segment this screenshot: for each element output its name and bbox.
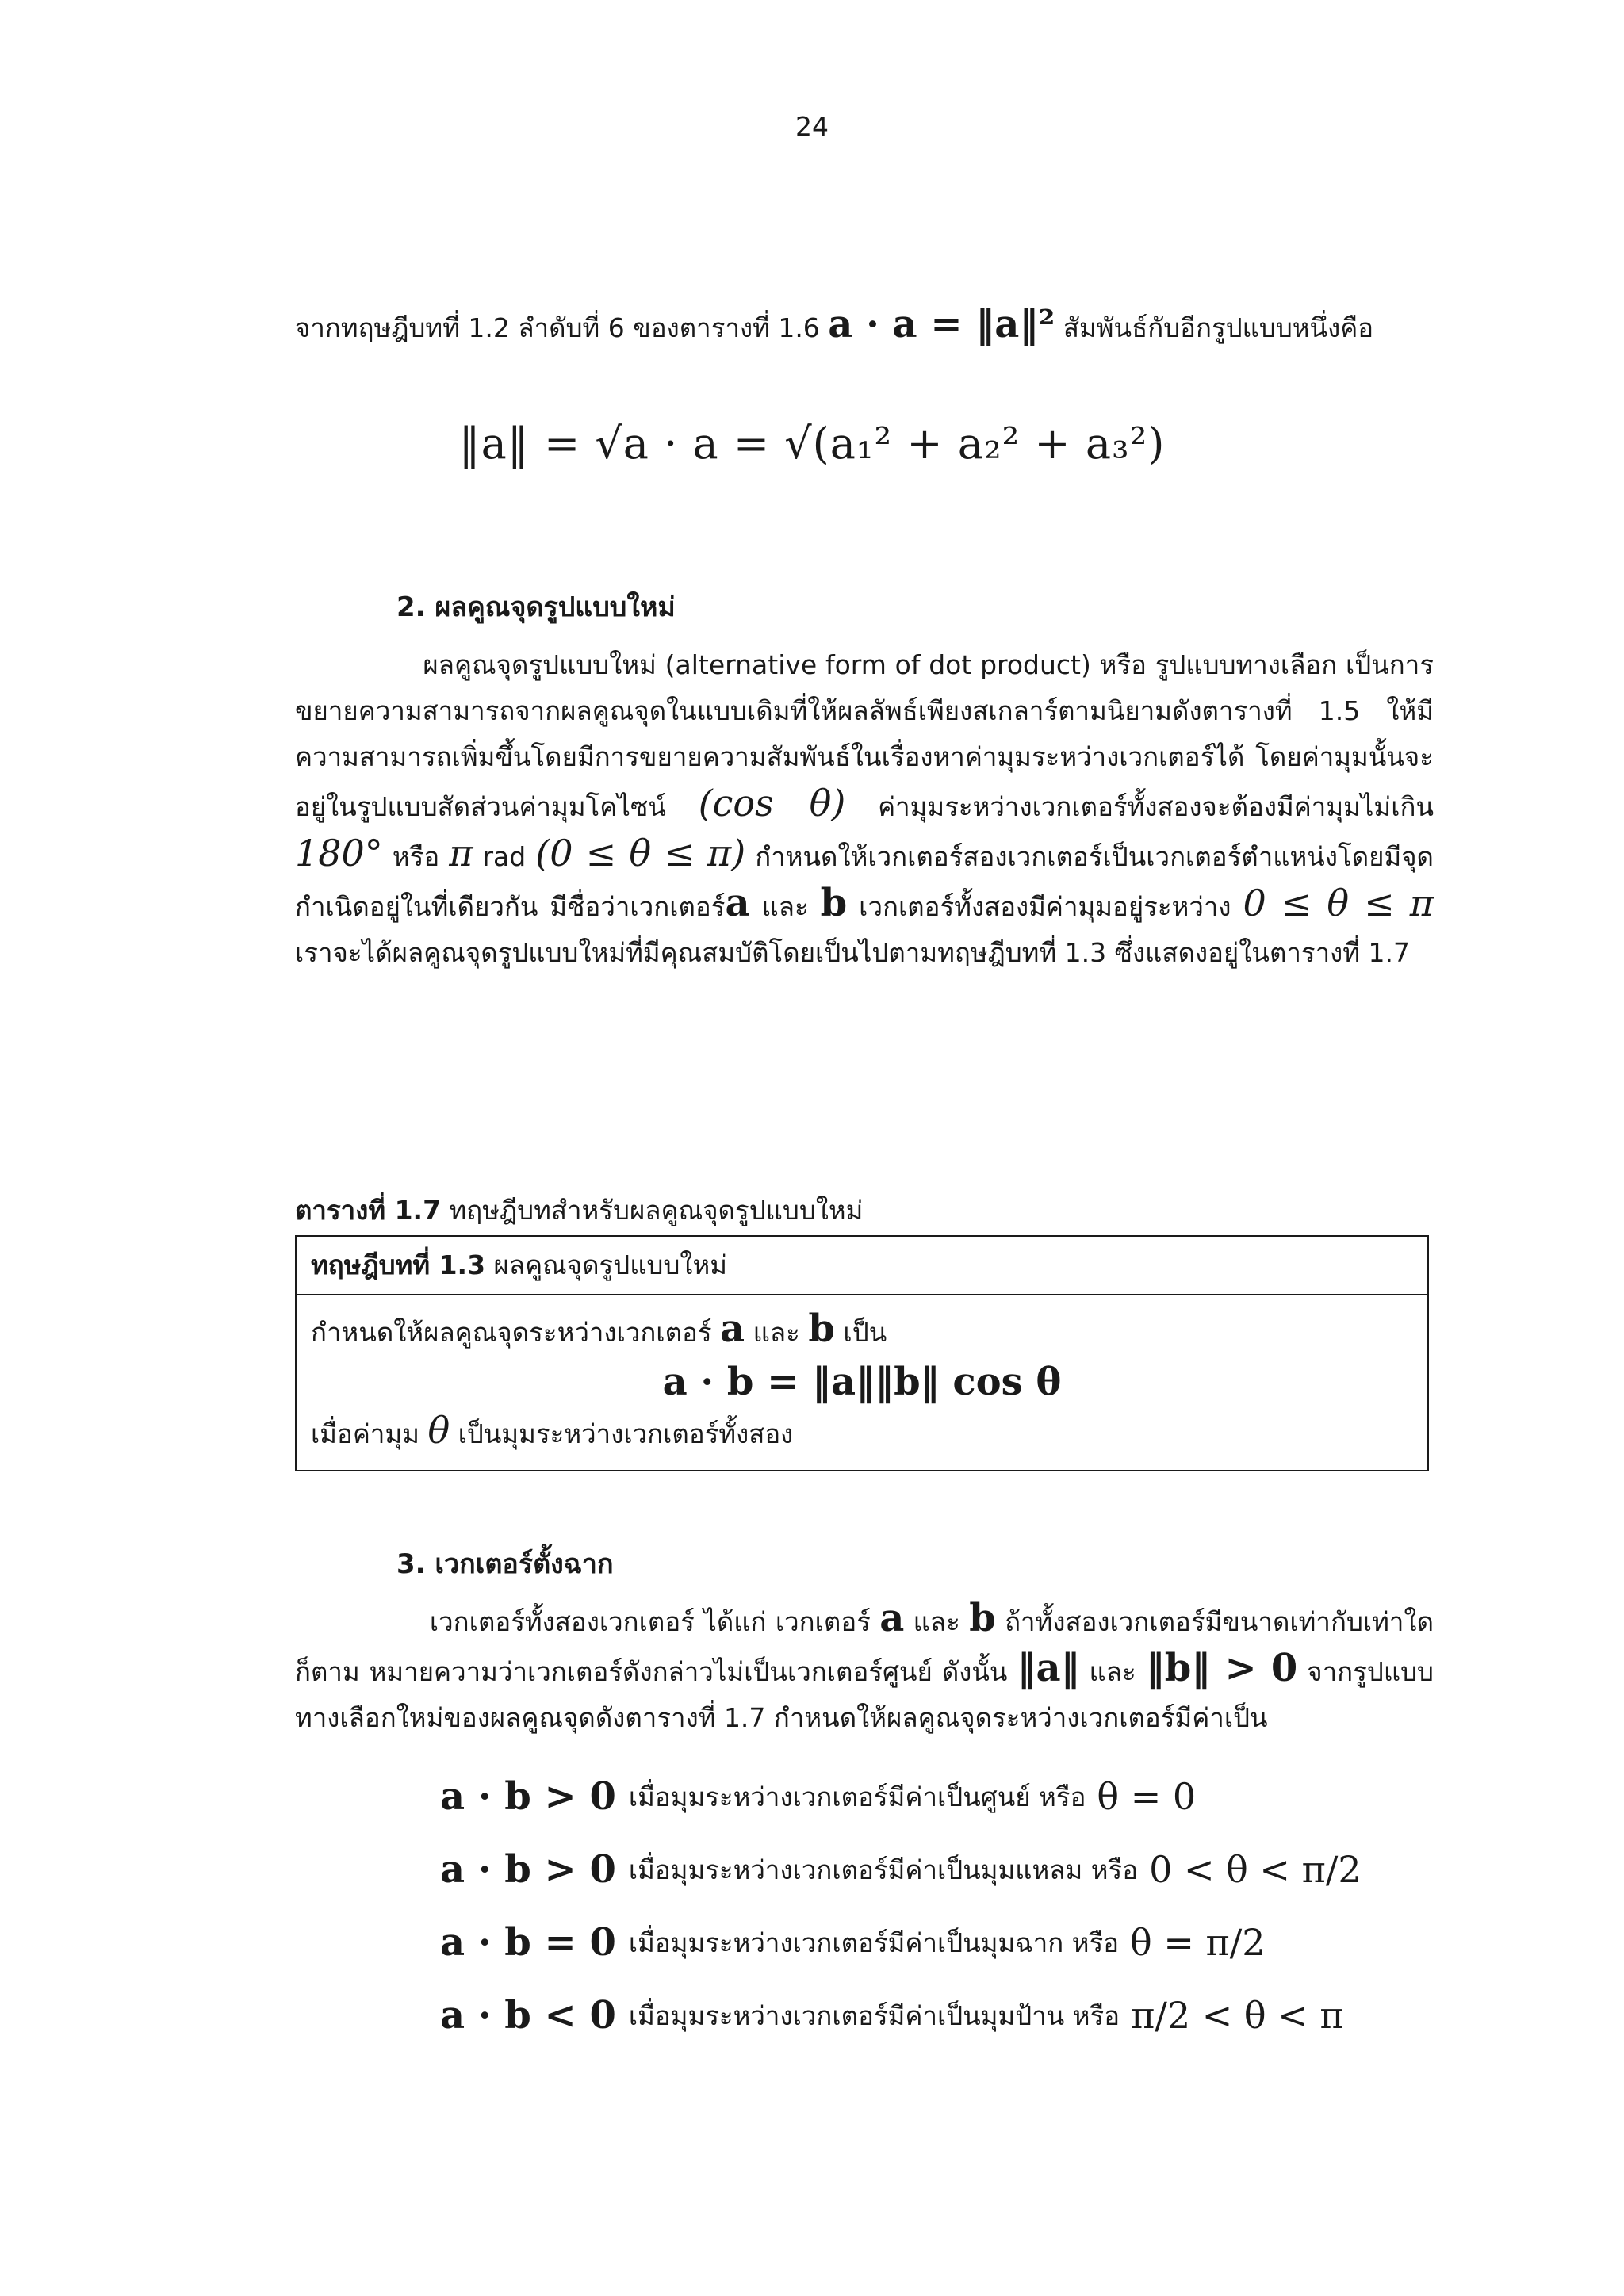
section2-vector: b xyxy=(820,881,848,925)
section3-text: และ xyxy=(904,1606,970,1637)
section2-text: และ xyxy=(749,891,821,922)
condition-angle: θ = π/2 xyxy=(1130,1921,1266,1964)
table-caption xyxy=(295,1189,863,1231)
condition-angle: π/2 < θ < π xyxy=(1131,1994,1344,2037)
norm-equation: ‖a‖ = √a · a = √(a₁² + a₂² + a₃²) xyxy=(458,419,1166,469)
condition-equation: a · b > 0 xyxy=(440,1847,616,1892)
section2-text: rad xyxy=(473,841,536,872)
section2-math: (0 ≤ θ ≤ π) xyxy=(535,832,746,874)
condition-equation: a · b = 0 xyxy=(440,1920,616,1965)
condition-list xyxy=(440,1760,1362,2052)
section3-text: และ xyxy=(1079,1656,1146,1687)
condition-text: เมื่อมุมระหว่างเวกเตอร์มีค่าเป็นมุมป้าน หรือ xyxy=(628,1999,1120,2031)
theorem-line1-end: เป็น xyxy=(834,1317,887,1348)
theorem-formula: a · b = ‖a‖‖b‖ cos θ xyxy=(662,1360,1062,1404)
theorem-title: ผลคูณจุดรูปแบบใหม่ xyxy=(485,1249,728,1280)
theorem-header xyxy=(297,1237,1427,1295)
theorem-box xyxy=(295,1235,1429,1471)
theorem-theta: θ xyxy=(427,1409,450,1452)
section2-text: หรือ xyxy=(382,841,450,872)
section3-text: ถ้าทั้งสองเวกเตอร์มีขนาดเท่ากับเท่าใดก็ตาม หมายความว่าเวกเตอร์ดังกล่าวไม่เป็นเวกเตอร์ศูนย์ ดังนั้น xyxy=(295,1606,1434,1687)
section2-math: 0 ≤ θ ≤ π xyxy=(1243,882,1434,924)
theorem-label: ทฤษฎีบทที่ 1.3 xyxy=(311,1249,486,1280)
condition-row xyxy=(440,1760,1362,1833)
section2-vector: a xyxy=(725,881,750,925)
section-3-heading: 3. เวกเตอร์ตั้งฉาก xyxy=(396,1548,614,1580)
condition-angle: θ = 0 xyxy=(1097,1775,1197,1818)
table-caption-label: ตารางที่ 1.7 xyxy=(295,1195,442,1226)
section2-math: 180° xyxy=(295,832,383,874)
theorem-and: และ xyxy=(745,1317,809,1348)
section-2-heading: 2. ผลคูณจุดรูปแบบใหม่ xyxy=(396,591,676,623)
page-number: 24 xyxy=(795,111,829,142)
section2-text: เวกเตอร์ทั้งสองมีค่ามุมอยู่ระหว่าง xyxy=(847,891,1243,922)
theorem-statement xyxy=(297,1307,1427,1353)
section3-text: เวกเตอร์ทั้งสองเวกเตอร์ ได้แก่ เวกเตอร์ xyxy=(295,1606,880,1637)
intro-formula: a · a = ‖a‖² xyxy=(828,302,1055,346)
section3-vector: b xyxy=(969,1596,996,1640)
theorem-vector-b: b xyxy=(808,1307,835,1351)
intro-text-after: สัมพันธ์กับอีกรูปแบบหนึ่งคือ xyxy=(1055,312,1374,343)
section2-text: ผลคูณจุดรูปแบบใหม่ (alternative form of dot product) หรือ รูปแบบทางเลือก เป็นการขยายความสามารถจากผลคูณจุดในแบบเดิมที่ให้ผลลัพธ์เพียงสเกลาร์ตามนิยามดังตารางที่ 1.5 ให้มีความสามารถเพิ่มขึ้นโดยมีการขยายความสัมพันธ์ในเรื่องหาค่ามุมระหว่างเวกเตอร์ได้ โดยค่ามุมนั้นจะอยู่ในรูปแบบสัดส่วนค่ามุมโคไซน์ xyxy=(295,649,1434,822)
section3-text: จากรูปแบบทางเลือกใหม่ของผลคูณจุดดังตารางที่ 1.7 กำหนดให้ผลคูณจุดระหว่างเวกเตอร์มีค่าเป็น xyxy=(295,1656,1434,1733)
section3-vector: ‖b‖ > 0 xyxy=(1145,1646,1298,1690)
theorem-vector-a: a xyxy=(720,1307,745,1351)
condition-text: เมื่อมุมระหว่างเวกเตอร์มีค่าเป็นศูนย์ หรือ xyxy=(628,1781,1086,1812)
theorem-line1-text: กำหนดให้ผลคูณจุดระหว่างเวกเตอร์ xyxy=(311,1317,721,1348)
condition-angle: 0 < θ < π/2 xyxy=(1149,1848,1362,1891)
condition-row xyxy=(440,1833,1362,1906)
condition-text: เมื่อมุมระหว่างเวกเตอร์มีค่าเป็นมุมฉาก หรือ xyxy=(628,1927,1120,1958)
condition-equation: a · b < 0 xyxy=(440,1993,616,2038)
section2-math: π xyxy=(449,832,473,874)
section-2-paragraph xyxy=(295,642,1434,976)
condition-row xyxy=(440,1979,1362,2052)
section-3-paragraph xyxy=(295,1595,1434,1741)
intro-text-before: จากทฤษฎีบทที่ 1.2 ลำดับที่ 6 ของตารางที่ 1.6 xyxy=(295,312,829,343)
section2-text: เราจะได้ผลคูณจุดรูปแบบใหม่ที่มีคุณสมบัติโดยเป็นไปตามทฤษฎีบทที่ 1.3 ซึ่งแสดงอยู่ในตารางที่ 1.7 xyxy=(295,937,1410,968)
intro-paragraph xyxy=(295,301,1434,351)
section2-math: (cos θ) xyxy=(698,782,846,825)
section2-text: ค่ามุมระหว่างเวกเตอร์ทั้งสองจะต้องมีค่ามุมไม่เกิน xyxy=(845,791,1434,822)
condition-equation: a · b > 0 xyxy=(440,1774,616,1819)
theorem-note xyxy=(297,1409,1427,1455)
condition-row xyxy=(440,1906,1362,1979)
section3-vector: ‖a‖ xyxy=(1017,1646,1080,1690)
theorem-note-before: เมื่อค่ามุม xyxy=(311,1418,428,1449)
theorem-note-after: เป็นมุมระหว่างเวกเตอร์ทั้งสอง xyxy=(450,1418,794,1449)
section3-vector: a xyxy=(879,1596,905,1640)
condition-text: เมื่อมุมระหว่างเวกเตอร์มีค่าเป็นมุมแหลม หรือ xyxy=(628,1854,1139,1885)
section2-text: กำหนดให้เวกเตอร์สองเวกเตอร์เป็นเวกเตอร์ตำแหน่งโดยมีจุดกำเนิดอยู่ในที่เดียวกัน มีชื่อว่าเวกเตอร์ xyxy=(295,841,1434,922)
table-caption-text: ทฤษฎีบทสำหรับผลคูณจุดรูปแบบใหม่ xyxy=(441,1195,864,1226)
